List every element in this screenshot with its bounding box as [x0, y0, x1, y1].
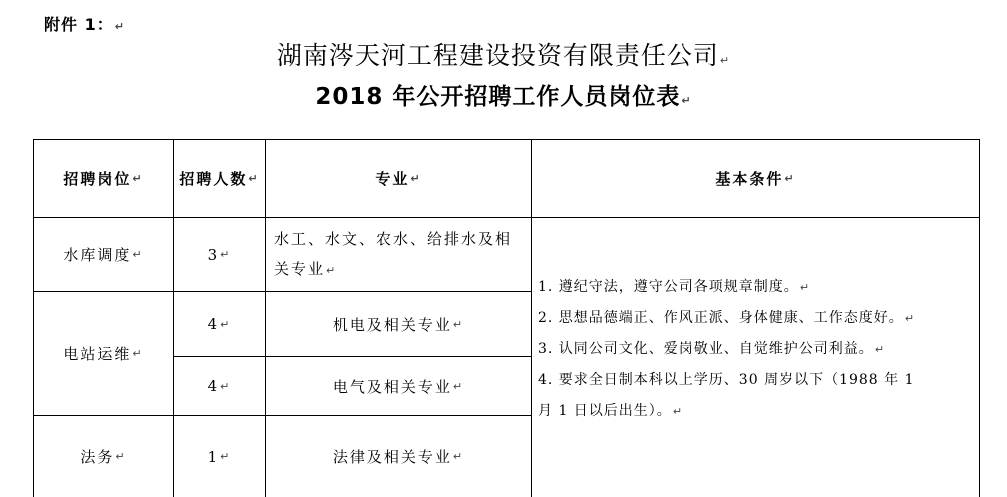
header-major: 专业 ↵ [375, 170, 422, 188]
position-legal: 法务 ↵ [80, 448, 127, 466]
requirement-item: 4. 要求全日制本科以上学历、30 周岁以下（1988 年 1 [538, 372, 915, 388]
position-reservoir-dispatch: 水库调度 ↵ [63, 246, 144, 264]
count-cell: 4 ↵ [207, 315, 232, 333]
header-count: 招聘人数 ↵ [179, 170, 260, 188]
requirement-item: 月 1 日以后出生）。↵ [538, 403, 684, 419]
requirement-item: 2. 思想品德端正、作风正派、身体健康、工作态度好。↵ [538, 310, 916, 326]
count-cell: 4 ↵ [207, 377, 232, 395]
position-station-operation: 电站运维 ↵ [63, 345, 144, 363]
count-cell: 1 ↵ [207, 447, 232, 466]
major-cell: 水工、水文、农水、给排水及相关专业↵ [274, 229, 513, 278]
document-title-line1: 湖南涔天河工程建设投资有限责任公司↵ [276, 41, 731, 70]
basic-requirements [538, 272, 978, 427]
requirement-item: 1. 遵纪守法，遵守公司各项规章制度。↵ [538, 279, 811, 295]
count-cell: 3 ↵ [207, 245, 232, 264]
requirement-item: 3. 认同公司文化、爱岗敬业、自觉维护公司利益。↵ [538, 341, 886, 357]
header-position: 招聘岗位 ↵ [63, 170, 144, 188]
header-requirements: 基本条件 ↵ [715, 170, 796, 188]
major-cell: 机电及相关专业 ↵ [332, 315, 465, 334]
paragraph-mark-icon: ↵ [719, 54, 731, 67]
attachment-label: 附件 1：↵ [44, 15, 125, 34]
paragraph-mark-icon: ↵ [681, 94, 692, 107]
major-cell: 电气及相关专业 ↵ [332, 377, 465, 396]
paragraph-mark-icon: ↵ [114, 20, 125, 33]
document-title-line2: 2018 年公开招聘工作人员岗位表↵ [315, 84, 692, 110]
major-cell: 法律及相关专业 ↵ [332, 448, 465, 466]
